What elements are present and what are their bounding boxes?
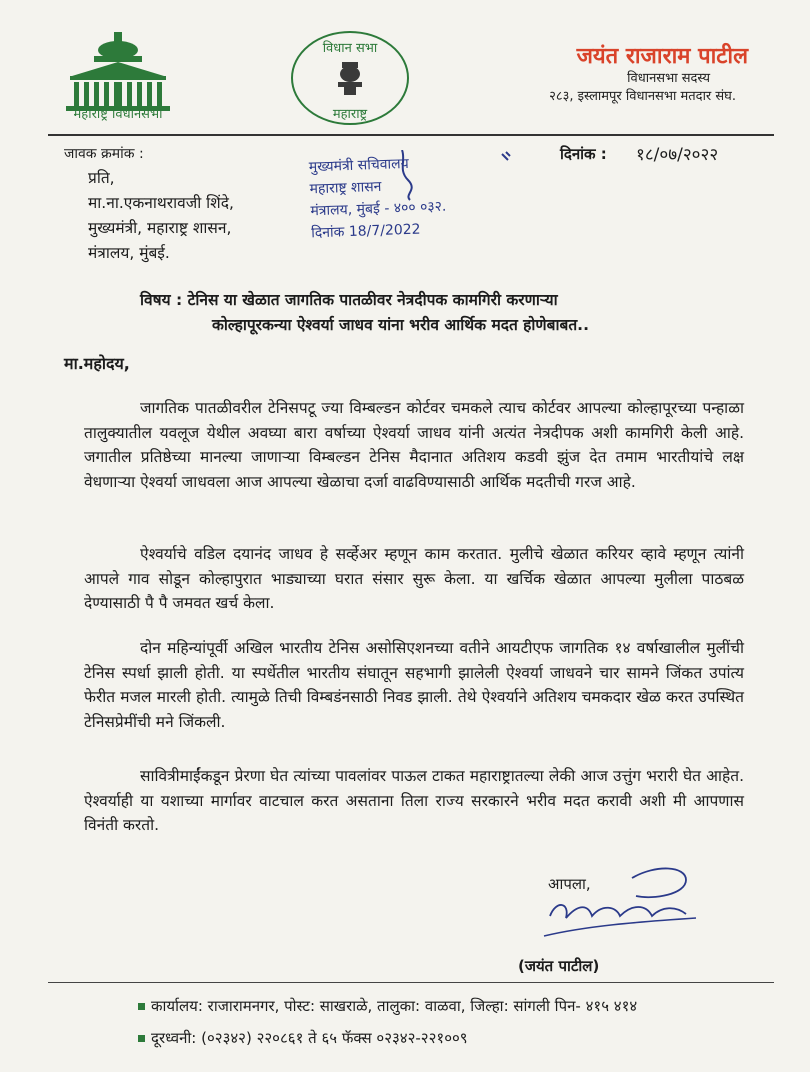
emblem-title: विधान सभा — [322, 41, 378, 56]
salutation: मा.महोदय, — [64, 354, 130, 373]
receipt-stamp — [309, 152, 448, 245]
phone-fax: दूरध्वनी: (०२३४२) २२०८६१ ते ६५ फॅक्स ०२३४२-२२१००९ — [151, 1029, 468, 1047]
date-value: १८/०७/२०२२ — [636, 145, 719, 165]
addressee-block — [88, 166, 234, 266]
mla-designation: विधानसभा सदस्य — [627, 71, 710, 86]
bullet-icon — [138, 1003, 145, 1010]
mla-constituency: २८३, इस्लामपूर विधानसभा मतदार संघ. — [549, 89, 736, 104]
body-paragraph: जागतिक पातळीवरील टेनिसपटू ज्या विम्बल्डन कोर्टवर चमकले त्याच कोर्टवर आपल्या कोल्हापूरच्या पन्हाळा तालुक्यातील यवलूज येथील अवघ्या बारा वर्षाच्या ऐश्वर्या जाधव यांनी अत्यंत नेत्रदीपक अशी कामगिरी केली आहे. जगातील प्रतिष्ठेच्या मानल्या जाणाऱ्या विम्बल्डन टेनिस मैदानात अतिशय कडवी झुंज देत तमाम भारतीयांचे लक्ष वेधणाऱ्या ऐश्वर्या जाधवला आज आपल्या खेळाचा दर्जा वाढविण्यासाठी आर्थिक मदतीची गरज आहे. — [84, 399, 744, 491]
closing: आपला, — [548, 875, 591, 893]
logo-caption: महाराष्ट्र विधानसभा — [73, 107, 163, 122]
date-label: दिनांक : — [560, 145, 607, 163]
office-address: कार्यालय: राजारामनगर, पोस्ट: साखराळे, तालुका: वाळवा, जिल्हा: सांगली पिन- ४१५ ४१४ — [151, 997, 638, 1015]
reference-number-label: जावक क्रमांक : — [64, 146, 144, 162]
subject-line: विषय : टेनिस या खेळात जागतिक पातळीवर नेत्रदीपक कामगिरी करणाऱ्या — [140, 291, 558, 309]
body-paragraph: दोन महिन्यांपूर्वी अखिल भारतीय टेनिस असोसिएशनच्या वतीने आयटीएफ जागतिक १४ वर्षाखालील मुलींची टेनिस स्पर्धा झाली होती. या स्पर्धेतील भारतीय संघातून सहभागी झालेली ऐश्वर्या जाधवने चार सामने जिंकत उपांत्य फेरीत मजल मारली होती. त्यामुळे तिची विम्बडंनसाठी निवड झाली. तेथे ऐश्वर्याने अतिशय चमकदार खेळ करत उपस्थित टेनिसप्रेमींची मने जिंकली. — [84, 639, 744, 731]
footer-office — [138, 996, 637, 1016]
stamp-line: मुख्यमंत्री सचिवालय — [308, 155, 409, 176]
subject-line: कोल्हापूरकन्या ऐश्वर्या जाधव यांना भरीव आर्थिक मदत होणेबाबत.. — [212, 316, 589, 334]
header-divider — [48, 134, 774, 136]
stamp-line: महाराष्ट्र शासन — [309, 178, 382, 198]
emblem-caption: महाराष्ट्र — [332, 107, 368, 122]
bullet-icon — [138, 1035, 145, 1042]
addressee-line: मुख्यमंत्री, महाराष्ट्र शासन, — [88, 219, 232, 237]
signer-name: (जयंत पाटील) — [518, 957, 600, 975]
footer-divider — [48, 982, 774, 983]
stamp-line: मंत्रालय, मुंबई - ४०० ०३२. — [310, 198, 447, 220]
addressee-line: मंत्रालय, मुंबई. — [88, 244, 170, 262]
body-paragraph: सावित्रीमाईंकडून प्रेरणा घेत त्यांच्या पावलांवर पाऊल टाकत महाराष्ट्रातल्या लेकी आज उत्तुंग भरारी घेत आहेत. ऐश्वर्याही या यशाच्या मार्गावर वाटचाल करत असताना तिला राज्य सरकारने भरीव मदत करावी अशी मी आपणास विनंती करतो. — [84, 767, 744, 834]
footer-phone — [138, 1028, 468, 1048]
body-paragraph: ऐश्वर्याचे वडिल दयानंद जाधव हे सर्व्हेअर म्हणून काम करतात. मुलीचे खेळात करियर व्हावे म्हणून त्यांनी आपले गाव सोडून कोल्हापुरात भाड्याच्या घरात संसार सुरू केला. या खर्चिक खेळात आपल्या मुलीला पाठबळ देण्यासाठी पै पै जमवत खर्च केला. — [84, 545, 744, 612]
subject — [140, 288, 740, 338]
addressee-line: प्रति, — [88, 169, 115, 187]
stamp-line: दिनांक 18/7/2022 — [310, 221, 421, 242]
addressee-line: मा.ना.एकनाथरावजी शिंदे, — [88, 194, 234, 212]
handwritten-signature — [536, 860, 706, 950]
mla-name: जयंत राजाराम पाटील — [576, 44, 748, 69]
